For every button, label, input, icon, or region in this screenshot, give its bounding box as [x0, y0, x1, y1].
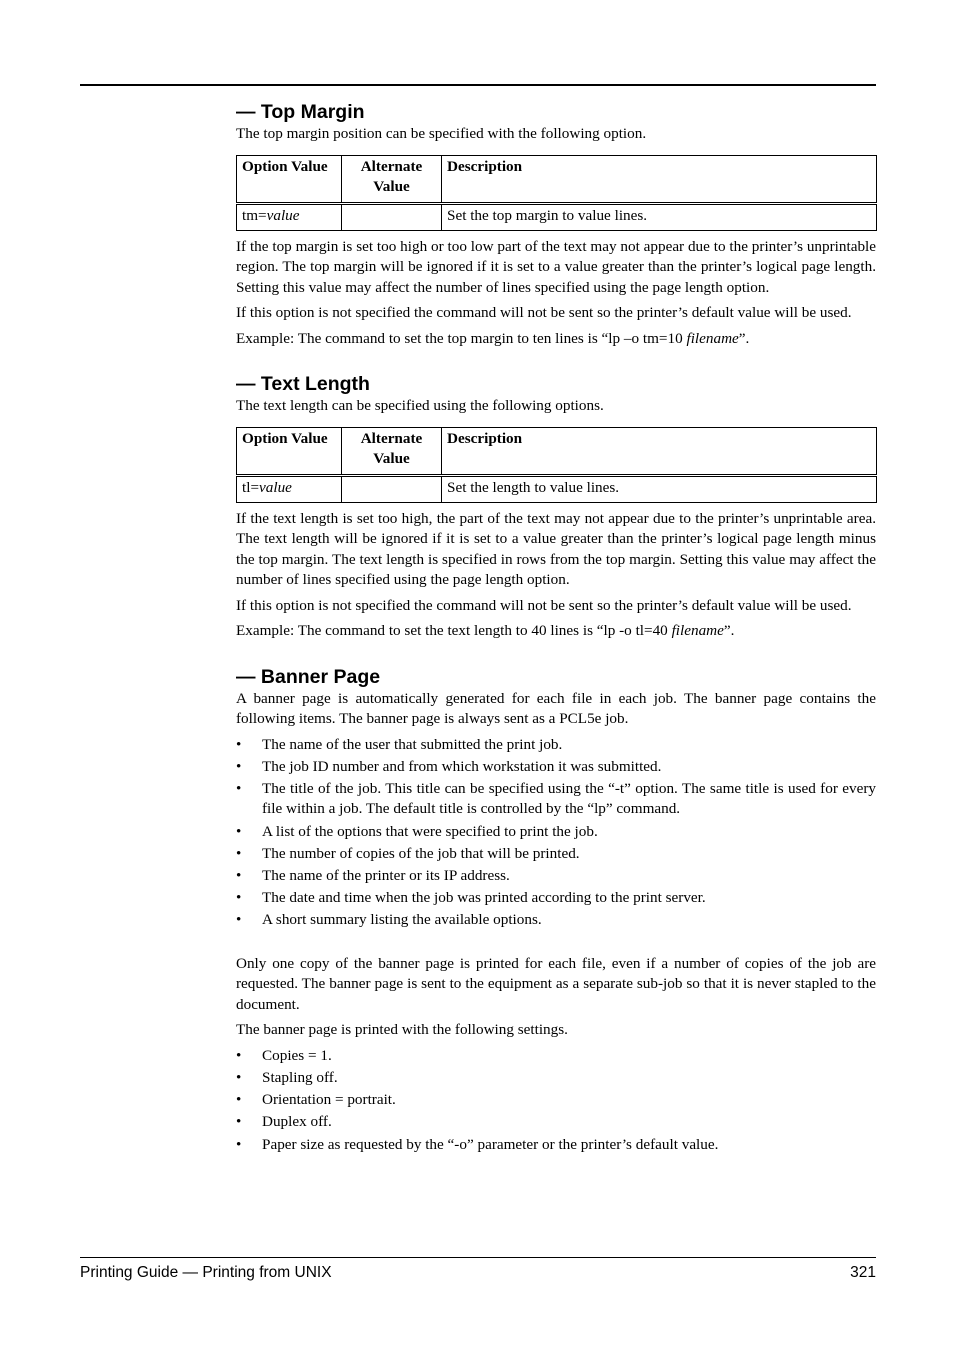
option-italic: value: [259, 478, 292, 496]
footer-title: Printing Guide — Printing from UNIX: [80, 1264, 332, 1281]
list-item-text: Duplex off.: [262, 1113, 332, 1131]
top-margin-table: [236, 155, 877, 231]
bullet-icon: •: [236, 1113, 242, 1131]
text-length-heading: — Text Length: [236, 373, 370, 395]
bullet-icon: •: [236, 1135, 242, 1153]
text-length-example: [236, 621, 876, 642]
bullet-icon: •: [236, 866, 242, 884]
list-item: [236, 757, 876, 778]
list-item-text: A list of the options that were specified to print the job.: [262, 822, 598, 840]
list-item: [236, 822, 876, 843]
text-length-para-1: If the text length is set too high, the part of the text may not appear due to the printer’s unprintable area. The text length will be ignored if it is set to a value greater than the printer’s logical page length minus the top margin. The text length is specified in rows from the top margin. Setting this value may affect the number of lines specified using the page length option.: [236, 509, 876, 588]
bullet-icon: •: [236, 822, 242, 840]
list-item-text: The job ID number and from which workstation it was submitted.: [262, 757, 662, 775]
list-item: [236, 1090, 876, 1111]
bullet-icon: •: [236, 757, 242, 775]
banner-settings-list: [236, 1046, 876, 1155]
list-item: [236, 866, 876, 887]
text-length-table: [236, 427, 877, 503]
list-item: [236, 888, 876, 909]
header-rule: [80, 84, 876, 86]
table-row: [237, 203, 877, 230]
list-item: [236, 1112, 876, 1133]
list-item-text: Stapling off.: [262, 1069, 338, 1086]
alternate-value-header: Alternate Value: [342, 155, 442, 203]
banner-items-list: [236, 735, 876, 931]
banner-page-para-2: The banner page is printed with the following settings.: [236, 1021, 568, 1039]
list-item-text: The number of copies of the job that will be printed.: [262, 844, 580, 862]
example-suffix: ”.: [723, 622, 735, 639]
bullet-icon: •: [236, 735, 242, 753]
alternate-value-cell: [342, 475, 442, 502]
option-prefix: tl=: [242, 478, 260, 496]
list-item: [236, 1068, 876, 1089]
list-item-text: Copies = 1.: [262, 1046, 332, 1064]
bullet-icon: •: [236, 844, 242, 862]
bullet-icon: •: [236, 1046, 242, 1064]
footer-rule: [80, 1257, 876, 1258]
list-item: [236, 1046, 876, 1067]
text-length-intro: The text length can be specified using the following options.: [236, 397, 604, 414]
option-value-header: Option Value: [237, 155, 342, 203]
alternate-value-header: Alternate Value: [342, 427, 442, 475]
example-text: Example: The command to set the top margin to ten lines is “lp –o tm=10: [236, 329, 687, 347]
top-margin-example: [236, 329, 876, 350]
list-item-text: A short summary listing the available options.: [262, 911, 542, 929]
example-filename: filename: [686, 329, 739, 347]
option-value-cell: [237, 203, 342, 230]
bullet-icon: •: [236, 1091, 242, 1109]
top-margin-para-2: If this option is not specified the command will not be sent so the printer’s default value will be used.: [236, 304, 852, 321]
page-content: [236, 100, 876, 1160]
top-margin-para-1: If the top margin is set too high or too low part of the text may not appear due to the printer’s unprintable region. The top margin will be ignored if it is set to a value greater than the printer’s logical page length. Setting this value may affect the number of lines specified using the page length option.: [236, 237, 876, 296]
bullet-icon: •: [236, 911, 242, 929]
list-item: [236, 844, 876, 865]
banner-page-para-1: Only one copy of the banner page is printed for each file, even if a number of copies of the job are requested. The banner page is sent to the equipment as a separate sub-job so that it is never stapled to the document.: [236, 954, 876, 1013]
list-item: [236, 735, 876, 756]
list-item: [236, 910, 876, 931]
description-header: Description: [442, 155, 877, 203]
list-item-text: The name of the printer or its IP address.: [262, 866, 510, 884]
list-item-text: The title of the job. This title can be specified using the “-t” option. The same title is used for every file within a job. The default title is controlled by the “lp” command.: [262, 779, 876, 818]
option-prefix: tm=: [242, 206, 267, 224]
bullet-icon: •: [236, 779, 242, 797]
description-cell: Set the top margin to value lines.: [442, 203, 877, 230]
table-row: [237, 475, 877, 502]
example-text: Example: The command to set the text length to 40 lines is “lp -o tl=40: [236, 622, 672, 639]
banner-page-heading: — Banner Page: [236, 665, 381, 688]
list-item-text: Orientation = portrait.: [262, 1091, 396, 1109]
bullet-icon: •: [236, 889, 242, 907]
example-filename: filename: [671, 622, 724, 639]
text-length-para-2: If this option is not specified the command will not be sent so the printer’s default value will be used.: [236, 596, 852, 614]
description-header: Description: [442, 427, 877, 475]
list-item-text: Paper size as requested by the “-o” parameter or the printer’s default value.: [262, 1135, 719, 1153]
list-item: [236, 1135, 876, 1156]
table-header-row: [237, 427, 877, 475]
example-suffix: ”.: [738, 329, 750, 347]
table-header-row: [237, 155, 877, 203]
top-margin-heading: — Top Margin: [236, 101, 365, 123]
list-item-text: The date and time when the job was printed according to the print server.: [262, 889, 706, 907]
list-item: [236, 779, 876, 820]
option-italic: value: [266, 206, 300, 224]
bullet-icon: •: [236, 1069, 242, 1086]
page-number: 321: [850, 1264, 876, 1281]
alternate-value-cell: [342, 203, 442, 230]
description-cell: Set the length to value lines.: [442, 475, 877, 502]
list-item-text: The name of the user that submitted the print job.: [262, 735, 563, 753]
option-value-header: Option Value: [237, 427, 342, 475]
top-margin-intro: The top margin position can be specified with the following option.: [236, 125, 647, 142]
banner-page-intro: A banner page is automatically generated for each file in each job. The banner page contains the following items. The banner page is always sent as a PCL5e job.: [236, 689, 876, 727]
option-value-cell: [237, 475, 342, 502]
